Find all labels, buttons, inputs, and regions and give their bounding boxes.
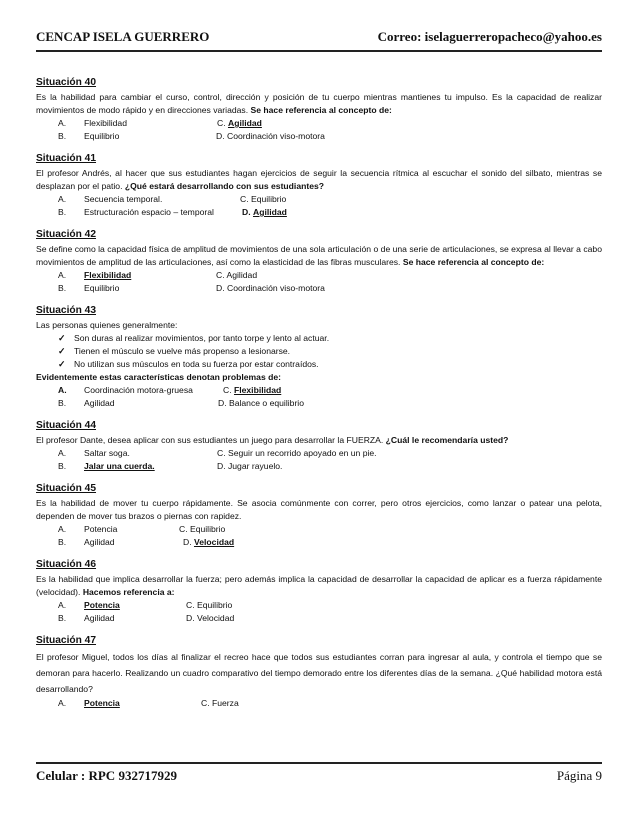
situation-question: Hacemos referencia a: bbox=[82, 587, 175, 597]
option-a: A. Potencia bbox=[58, 524, 118, 534]
option-a: A. Flexibilidad bbox=[58, 118, 127, 128]
option-d: D. Velocidad bbox=[186, 613, 235, 623]
page-number: Página 9 bbox=[556, 768, 602, 783]
checkmark-icon: ✓ bbox=[58, 359, 66, 369]
option-a-answer: A. Flexibilidad bbox=[58, 270, 132, 280]
option-d: D. Coordinación viso-motora bbox=[216, 131, 325, 141]
situation-title: Situación 40 bbox=[36, 77, 97, 88]
situation-question: ¿Cuál le recomendaría usted? bbox=[385, 435, 509, 445]
option-b: B. Equilibrio bbox=[58, 131, 120, 141]
situation-44 bbox=[36, 419, 602, 473]
options-row bbox=[36, 130, 602, 143]
check-list-item: ✓ Tienen el músculo se vuelve más propenso a lesionarse. bbox=[58, 346, 291, 356]
situation-title: Situación 47 bbox=[36, 635, 97, 646]
options-row bbox=[36, 193, 602, 206]
situation-text: El profesor Andrés, al hacer que sus estudiantes hagan ejercicios de seguir la secuencia rítmica al escuchar el sonido del silbato, mientras se desplazan por el patio. ¿Qué estará desarrollando con sus estudiantes? bbox=[36, 168, 602, 191]
header-email: Correo: iselaguerreropacheco@yahoo.es bbox=[377, 29, 602, 44]
option-b: B. Equilibrio bbox=[58, 283, 120, 293]
situation-text: Es la habilidad de mover tu cuerpo rápidamente. Se asocia comúnmente con correr, pero otros ejercicios, como lanzar o patear una pelota, dependen de mover tus brazos o piernas con rapidez. bbox=[36, 498, 602, 521]
options-row bbox=[36, 697, 602, 710]
situation-question: Se hace referencia al concepto de: bbox=[402, 257, 545, 267]
situation-text: El profesor Miguel, todos los días al finalizar el recreo hace que todos sus estudiantes corran para ingresar al aula, y controla el tiempo que se demoran para hacerlo. Realizando un cuadro comparativo del tiempo demorado entre los diferentes días de la semana. ¿Qué habilidad motora está desarrollando? bbox=[36, 652, 602, 694]
situation-question: Se hace referencia al concepto de: bbox=[250, 105, 392, 115]
situation-text: Se define como la capacidad física de amplitud de movimientos de una sola articulación o de una serie de articulaciones, se expresa al llevar a cabo movimientos de amplitud de las articulaciones, así como la elasticidad de las fibras musculares. Se hace referencia al concepto de: bbox=[36, 244, 602, 267]
situation-question: ¿Qué estará desarrollando con sus estudiantes? bbox=[124, 181, 325, 191]
options-row bbox=[36, 460, 602, 473]
checkmark-icon: ✓ bbox=[58, 333, 66, 343]
situation-47 bbox=[36, 634, 602, 710]
footer-phone: Celular : RPC 932717929 bbox=[36, 768, 177, 783]
option-a-answer: A. Potencia bbox=[58, 698, 120, 708]
check-list bbox=[36, 332, 602, 371]
option-c: C. Fuerza bbox=[201, 698, 239, 708]
option-a: A. Secuencia temporal. bbox=[58, 194, 163, 204]
situation-text: El profesor Dante, desea aplicar con sus estudiantes un juego para desarrollar la FUERZA. ¿Cuál le recomendaría usted? bbox=[36, 435, 509, 445]
option-b: B. Agilidad bbox=[58, 398, 115, 408]
options-row bbox=[36, 599, 602, 612]
options-row bbox=[36, 117, 602, 130]
option-d: D. Coordinación viso-motora bbox=[216, 283, 325, 293]
situation-46 bbox=[36, 558, 602, 625]
option-d-answer: D. Agilidad bbox=[242, 207, 287, 217]
situation-title: Situación 41 bbox=[36, 153, 97, 164]
option-b: B. Agilidad bbox=[58, 613, 115, 623]
options-row bbox=[36, 536, 602, 549]
option-d-answer: D. Velocidad bbox=[183, 537, 235, 547]
options-row bbox=[36, 523, 602, 536]
option-c: C. Equilibrio bbox=[240, 194, 287, 204]
check-list-item: ✓ No utilizan sus músculos en toda su fuerza por estar contraídos. bbox=[58, 359, 319, 369]
options-row bbox=[36, 612, 602, 625]
options-row bbox=[36, 397, 602, 410]
situation-title: Situación 46 bbox=[36, 559, 97, 570]
situation-question: Evidentemente estas características denotan problemas de: bbox=[36, 372, 282, 382]
option-d: D. Balance o equilibrio bbox=[218, 398, 304, 408]
option-a: A. Coordinación motora-gruesa bbox=[58, 385, 193, 395]
situation-42 bbox=[36, 228, 602, 295]
option-c-answer: C. Agilidad bbox=[217, 118, 262, 128]
page-footer bbox=[36, 762, 602, 790]
document-body bbox=[36, 76, 602, 719]
option-b: B. Estructuración espacio – temporal bbox=[58, 207, 214, 217]
situation-title: Situación 43 bbox=[36, 305, 97, 316]
option-c-answer: C. Flexibilidad bbox=[223, 385, 282, 395]
situation-text: Es la habilidad que implica desarrollar la fuerza; pero además implica la capacidad de desarrollar la capacidad de aplicar es a fuerza rápidamente (velocidad). Hacemos referencia a: bbox=[36, 574, 602, 597]
situation-title: Situación 45 bbox=[36, 483, 97, 494]
situation-text: Es la habilidad para cambiar el curso, control, dirección y posición de tu cuerpo mientras mantienes tu impulso. Es la capacidad de realizar movimientos de modo rápido y en direcciones variadas. Se hace referencia al concepto de: bbox=[36, 92, 602, 115]
options-row bbox=[36, 384, 602, 397]
situation-43 bbox=[36, 304, 602, 410]
page-header bbox=[36, 24, 602, 52]
option-c: C. Equilibrio bbox=[186, 600, 233, 610]
option-b: B. Agilidad bbox=[58, 537, 115, 547]
situation-41 bbox=[36, 152, 602, 219]
check-list-item: ✓ Son duras al realizar movimientos, por tanto torpe y lento al actuar. bbox=[58, 333, 330, 343]
option-c: C. Equilibrio bbox=[179, 524, 226, 534]
options-row bbox=[36, 447, 602, 460]
options-row bbox=[36, 282, 602, 295]
options-row bbox=[36, 269, 602, 282]
option-a-answer: A. Potencia bbox=[58, 600, 120, 610]
situation-title: Situación 42 bbox=[36, 229, 97, 240]
checkmark-icon: ✓ bbox=[58, 346, 66, 356]
situation-45 bbox=[36, 482, 602, 549]
options-row bbox=[36, 206, 602, 219]
option-b-answer: B. Jalar una cuerda. bbox=[58, 461, 155, 471]
option-c: C. Agilidad bbox=[216, 270, 258, 280]
situation-intro: Las personas quienes generalmente: bbox=[36, 320, 178, 330]
option-c: C. Seguir un recorrido apoyado en un pie. bbox=[217, 448, 377, 458]
option-d: D. Jugar rayuelo. bbox=[217, 461, 283, 471]
situation-title: Situación 44 bbox=[36, 420, 97, 431]
option-a: A. Saltar soga. bbox=[58, 448, 130, 458]
situation-40 bbox=[36, 76, 602, 143]
header-institution: CENCAP ISELA GUERRERO bbox=[36, 29, 210, 44]
